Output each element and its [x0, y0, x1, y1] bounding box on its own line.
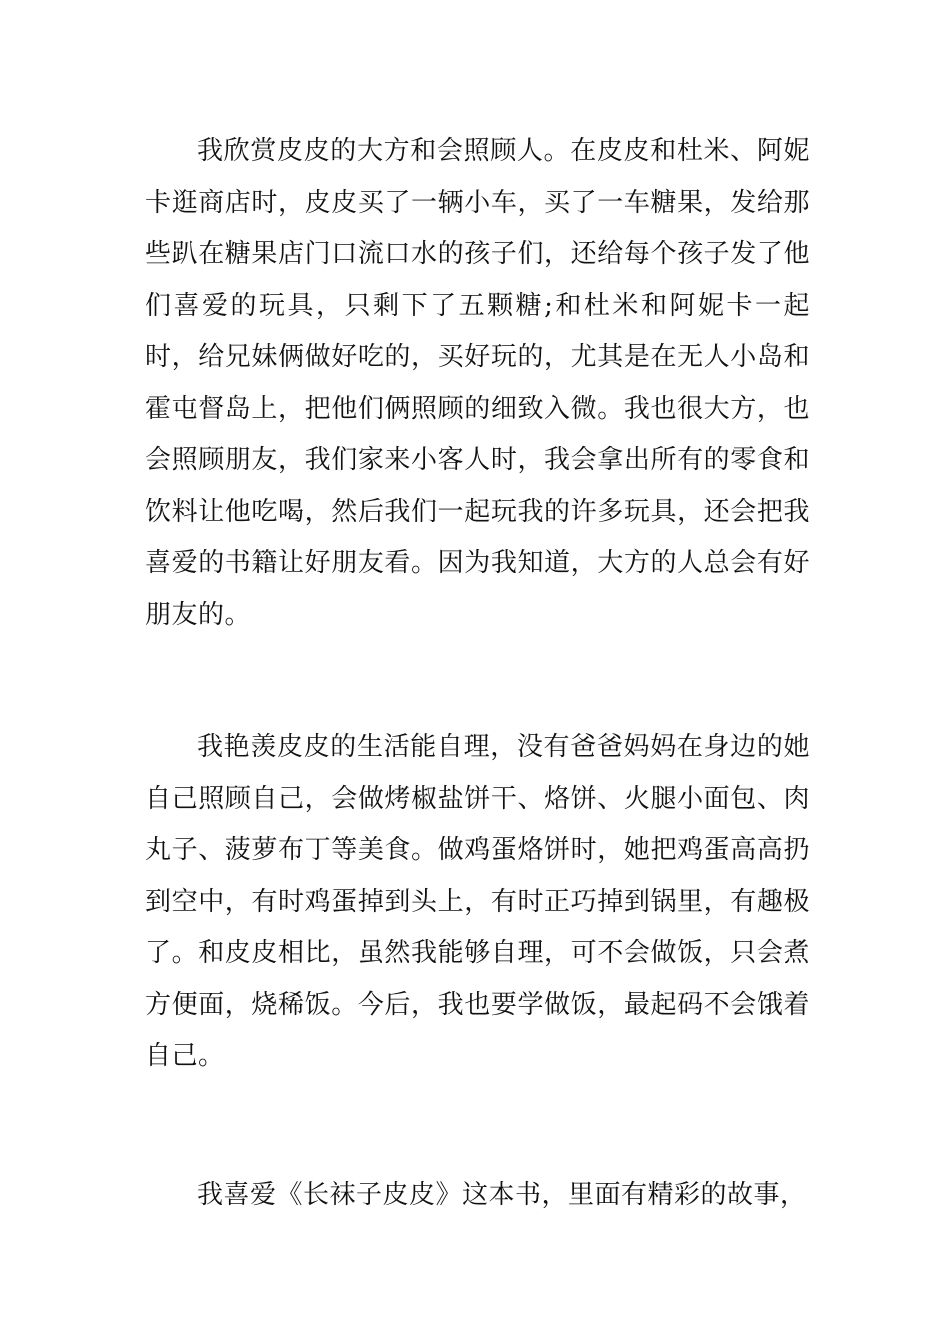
paragraph-favorite-book: 我喜爱《长袜子皮皮》这本书，里面有精彩的故事， [197, 1180, 807, 1210]
paragraph-self-care: 我艳羡皮皮的生活能自理，没有爸爸妈妈在身边的她自己照顾自己，会做烤椒盐饼干、烙饼、火腿小面包、肉丸子、菠萝布丁等美食。做鸡蛋烙饼时，她把鸡蛋高高扔到空中，有时鸡蛋掉到头上，有时正巧掉到锅里，有趣极了。和皮皮相比，虽然我能够自理，可不会做饭，只会煮方便面，烧稀饭。今后，我也要学做饭，最起码不会饿着自己。 [145, 732, 810, 1071]
paragraph-generosity: 我欣赏皮皮的大方和会照顾人。在皮皮和杜米、阿妮卡逛商店时，皮皮买了一辆小车，买了一车糖果，发给那些趴在糖果店门口流口水的孩子们，还给每个孩子发了他们喜爱的玩具，只剩下了五颗糖;和杜米和阿妮卡一起时，给兄妹俩做好吃的，买好玩的，尤其是在无人小岛和霍屯督岛上，把他们俩照顾的细致入微。我也很大方，也会照顾朋友，我们家来小客人时，我会拿出所有的零食和饮料让他吃喝，然后我们一起玩我的许多玩具，还会把我喜爱的书籍让好朋友看。因为我知道，大方的人总会有好朋友的。 [145, 136, 810, 630]
